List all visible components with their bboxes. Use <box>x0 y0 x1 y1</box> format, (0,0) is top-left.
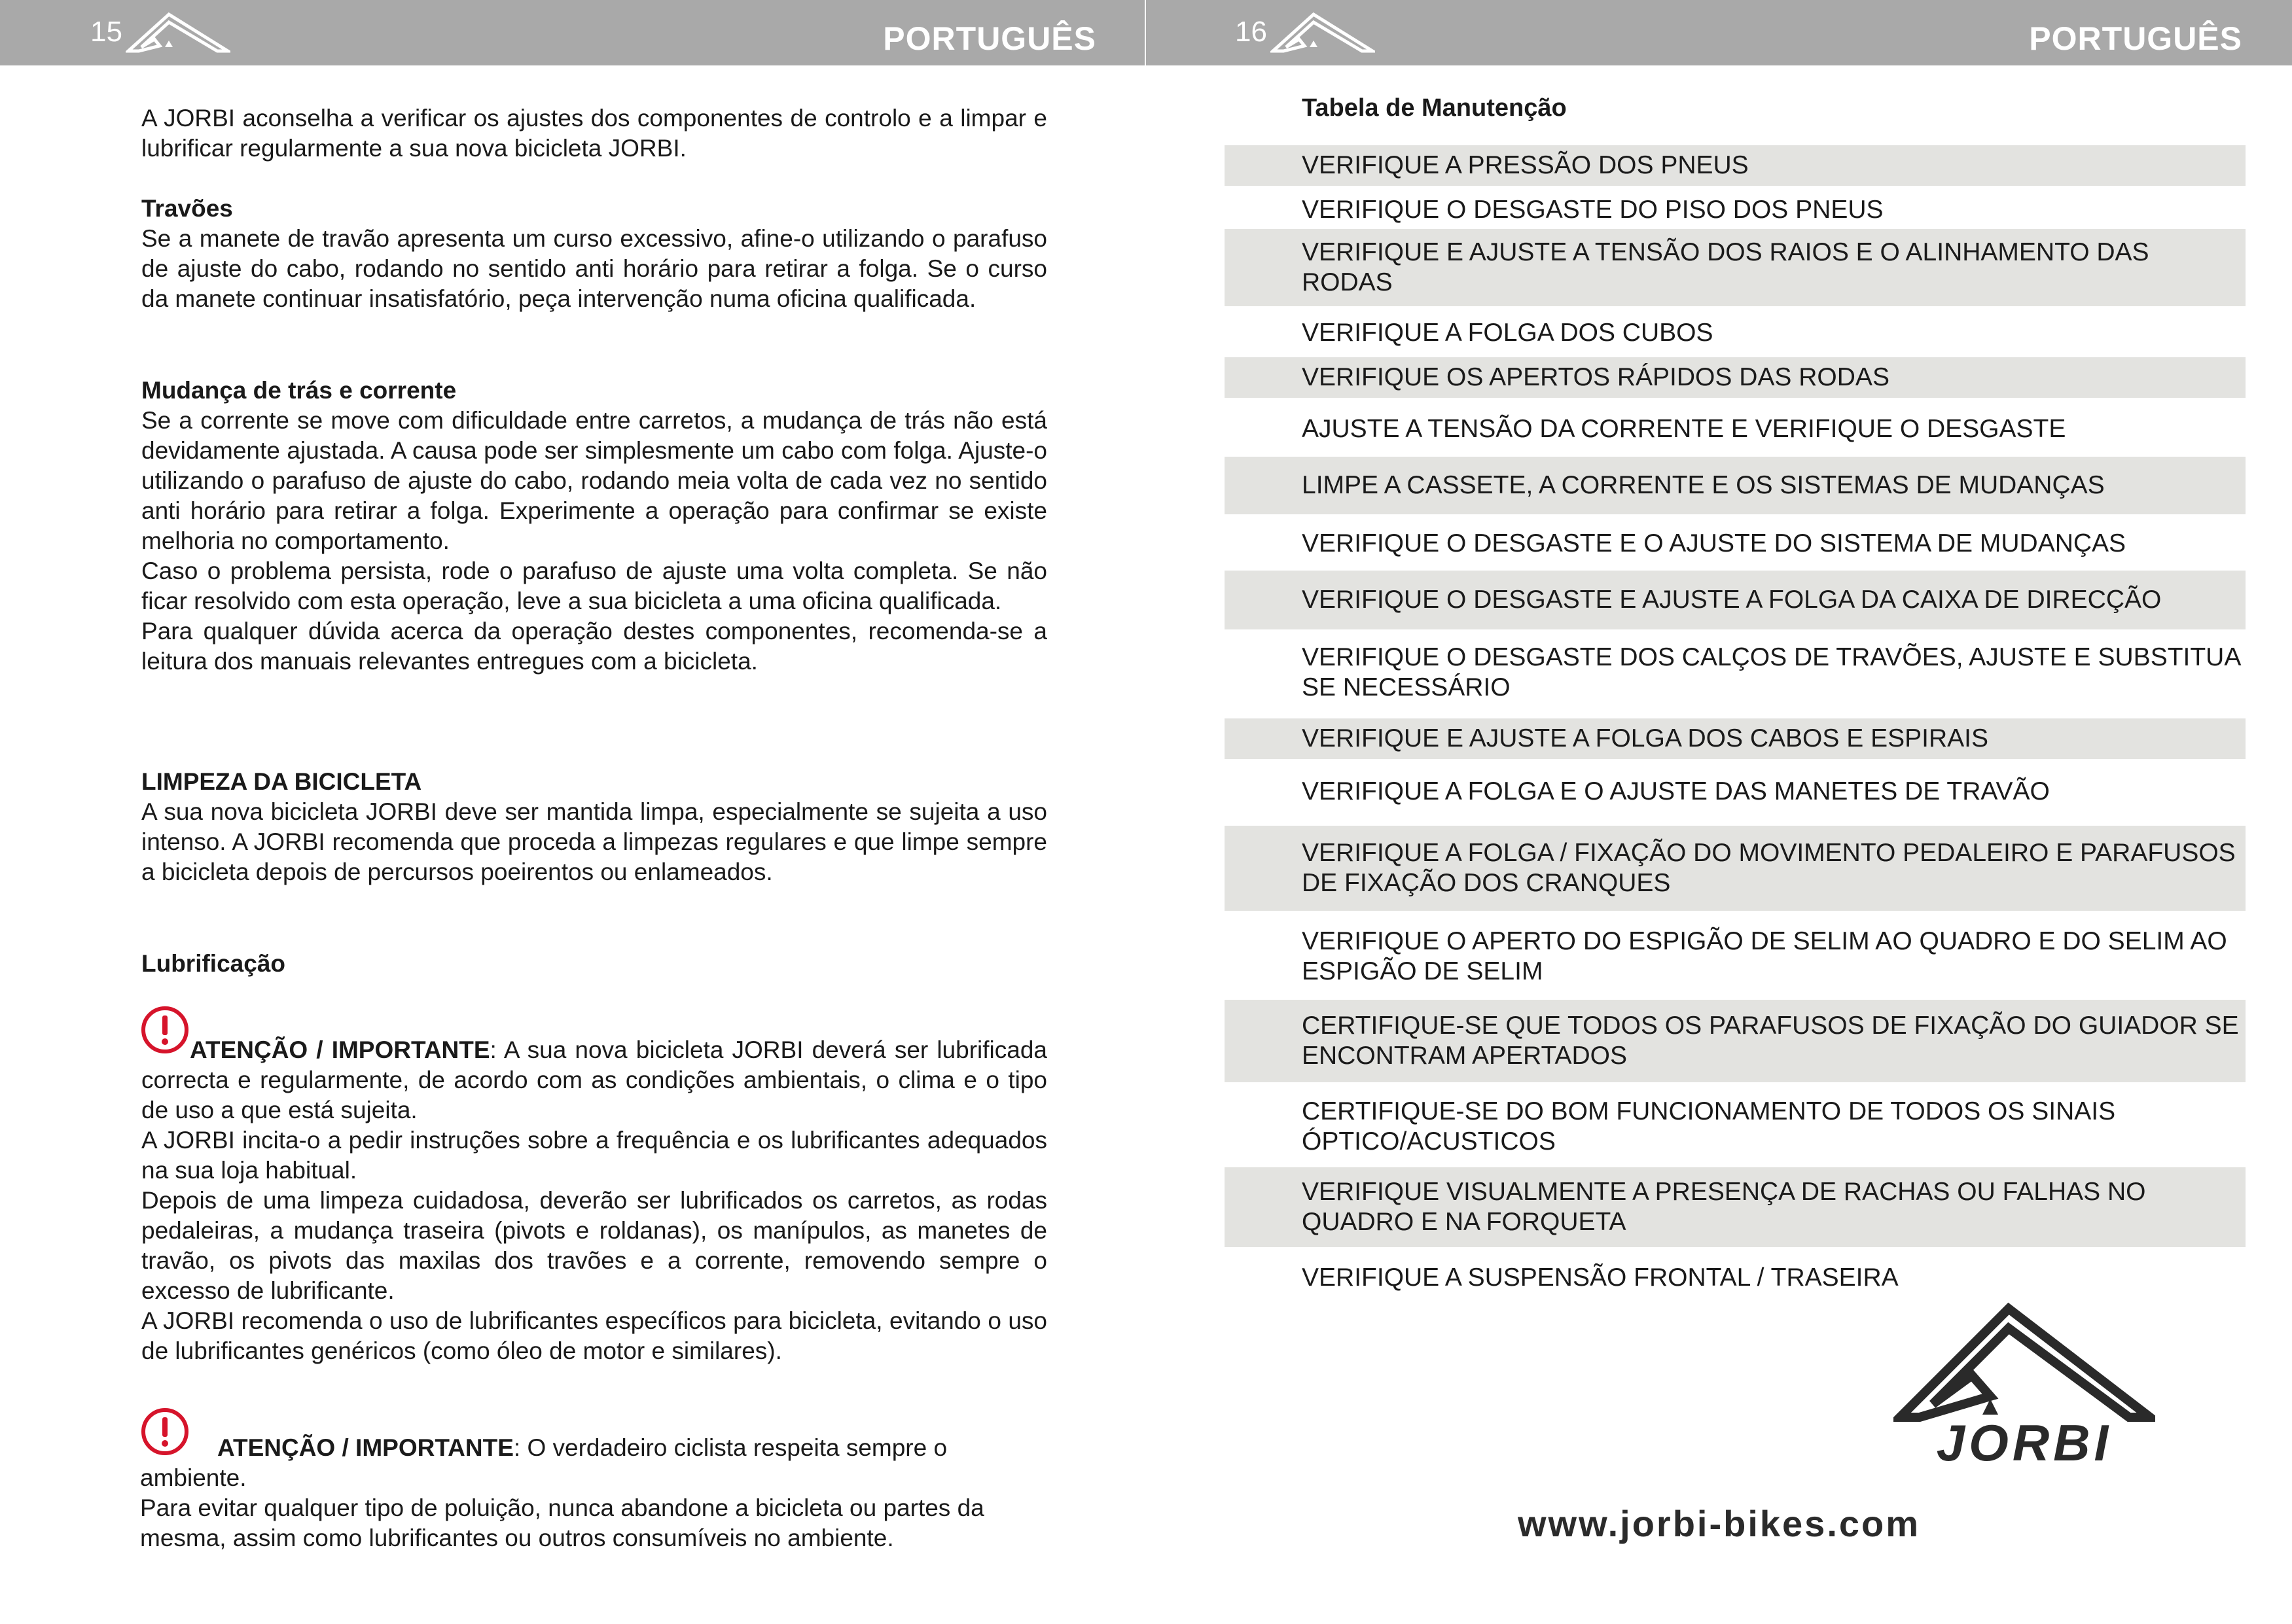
warning2-paragraph <box>140 1433 1017 1493</box>
maintenance-table-title: Tabela de Manutenção <box>1302 94 1567 122</box>
table-row: VERIFIQUE A FOLGA E O AJUSTE DAS MANETES DE TRAVÃO <box>1302 777 2050 805</box>
brand-name: JORBI <box>1936 1414 2113 1472</box>
table-row: VERIFIQUE E AJUSTE A FOLGA DOS CABOS E ESPIRAIS <box>1225 718 2246 759</box>
lubrication-heading: Lubrificação <box>141 950 285 977</box>
intro-text: A JORBI aconselha a verificar os ajustes dos componentes de controlo e a limpar e lubrificar regularmente a sua nova bicicleta JORBI. <box>141 105 1047 162</box>
website-link[interactable]: www.jorbi-bikes.com <box>1517 1503 1921 1544</box>
page-header <box>0 0 1146 65</box>
table-row: VERIFIQUE E AJUSTE A TENSÃO DOS RAIOS E O ALINHAMENTO DAS RODAS <box>1225 229 2246 306</box>
cleaning-heading: LIMPEZA DA BICICLETA <box>141 768 422 795</box>
lub-text-4: A JORBI recomenda o uso de lubrificantes específicos para bicicleta, evitando o uso de lubrificantes genéricos (como óleo de motor e similares). <box>141 1307 1047 1364</box>
mountain-logo-icon <box>126 10 230 55</box>
environment-text: Para evitar qualquer tipo de poluição, nunca abandone a bicicleta ou partes da mesma, assim como lubrificantes ou outros consumíveis no ambiente. <box>140 1494 984 1551</box>
page-number: 16 <box>1235 16 1267 48</box>
warning2-text: : O verdadeiro ciclista respeita sempre o ambiente. <box>140 1434 948 1491</box>
page-number: 15 <box>90 16 122 48</box>
table-row: VERIFIQUE VISUALMENTE A PRESENÇA DE RACHAS OU FALHAS NO QUADRO E NA FORQUETA <box>1225 1167 2246 1247</box>
derailleur-section <box>141 376 1047 677</box>
lubrication-heading-block <box>141 949 1047 979</box>
warning1-text: : A sua nova bicicleta JORBI deverá ser lubrificada correcta e regularmente, de acordo com as condições ambientais, o clima e o tipo de uso a que está sujeita. <box>141 1036 1047 1123</box>
mountain-logo-icon <box>1270 10 1375 55</box>
brakes-section <box>141 194 1047 314</box>
table-row: CERTIFIQUE-SE QUE TODOS OS PARAFUSOS DE FIXAÇÃO DO GUIADOR SE ENCONTRAM APERTADOS <box>1225 1000 2246 1082</box>
table-row: LIMPE A CASSETE, A CORRENTE E OS SISTEMAS DE MUDANÇAS <box>1225 457 2246 514</box>
table-row: VERIFIQUE O DESGASTE DO PISO DOS PNEUS <box>1302 196 1884 224</box>
brakes-text: Se a manete de travão apresenta um curso excessivo, afine-o utilizando o parafuso de ajuste do cabo, rodando no sentido anti horário para retirar a folga. Se o curso da manete continuar insatisfatório, peça intervenção numa oficina qualificada. <box>141 225 1047 312</box>
derailleur-heading: Mudança de trás e corrente <box>141 377 457 404</box>
cleaning-text: A sua nova bicicleta JORBI deve ser mantida limpa, especialmente se sujeita a uso intenso. A JORBI recomenda que proceda a limpezas regulares e que limpe sempre a bicicleta depois de percursos poeirentos ou enlameados. <box>141 798 1047 885</box>
table-row: VERIFIQUE A FOLGA DOS CUBOS <box>1302 319 1713 347</box>
brakes-heading: Travões <box>141 195 233 222</box>
lub-text-3: Depois de uma limpeza cuidadosa, deverão ser lubrificados os carretos, as rodas pedaleiras, a mudança traseira (pivots e roldanas), os manípulos, as manetes de travão, os pivots das maxilas dos travões e a corrente, removendo sempre o excesso de lubrificante. <box>141 1187 1047 1304</box>
lub-text-2: A JORBI incita-o a pedir instruções sobre a frequência e os lubrificantes adequados na sua loja habitual. <box>141 1127 1047 1184</box>
cleaning-section <box>141 767 1047 887</box>
table-row: VERIFIQUE O APERTO DO ESPIGÃO DE SELIM AO QUADRO E DO SELIM AO ESPIGÃO DE SELIM <box>1302 927 2227 985</box>
page-header <box>1146 0 2292 65</box>
warning1-paragraph <box>141 1035 1047 1125</box>
warning2-label: ATENÇÃO / IMPORTANTE <box>217 1434 514 1461</box>
table-row: VERIFIQUE OS APERTOS RÁPIDOS DAS RODAS <box>1225 357 2246 398</box>
derailleur-text-3: Para qualquer dúvida acerca da operação destes componentes, recomenda-se a leitura dos manuais relevantes entregues com a bicicleta. <box>141 618 1047 675</box>
right-page <box>1146 0 2292 1624</box>
environment-warning <box>140 1433 1017 1553</box>
language-label: PORTUGUÊS <box>883 20 1096 57</box>
language-label: PORTUGUÊS <box>2029 20 2242 57</box>
table-row: VERIFIQUE A FOLGA / FIXAÇÃO DO MOVIMENTO PEDALEIRO E PARAFUSOS DE FIXAÇÃO DOS CRANQUES <box>1225 826 2246 911</box>
warning1-label: ATENÇÃO / IMPORTANTE <box>190 1036 490 1063</box>
derailleur-text-2: Caso o problema persista, rode o parafuso de ajuste uma volta completa. Se não ficar resolvido com esta operação, leve a sua bicicleta a uma oficina qualificada. <box>141 557 1047 614</box>
table-row: AJUSTE A TENSÃO DA CORRENTE E VERIFIQUE O DESGASTE <box>1302 415 2066 443</box>
table-row: VERIFIQUE A PRESSÃO DOS PNEUS <box>1225 145 2246 186</box>
table-row: VERIFIQUE O DESGASTE E AJUSTE A FOLGA DA CAIXA DE DIRECÇÃO <box>1225 571 2246 629</box>
derailleur-text-1: Se a corrente se move com dificuldade entre carretos, a mudança de trás não está devidamente ajustada. A causa pode ser simplesmente um cabo com folga. Ajuste-o utilizando o parafuso de ajuste do cabo, rodando meia volta de cada vez no sentido anti horário para retirar a folga. Experimente a operação para confirmar se existe melhoria no comportamento. <box>141 407 1047 554</box>
table-row: VERIFIQUE O DESGASTE DOS CALÇOS DE TRAVÕES, AJUSTE E SUBSTITUA SE NECESSÁRIO <box>1302 643 2240 701</box>
table-row: VERIFIQUE O DESGASTE E O AJUSTE DO SISTEMA DE MUDANÇAS <box>1302 529 2126 557</box>
lubrication-warning <box>141 1035 1047 1366</box>
intro-paragraph <box>141 103 1047 164</box>
table-row: VERIFIQUE A SUSPENSÃO FRONTAL / TRASEIRA <box>1302 1263 1899 1292</box>
table-row: CERTIFIQUE-SE DO BOM FUNCIONAMENTO DE TODOS OS SINAIS ÓPTICO/ACUSTICOS <box>1302 1097 2116 1156</box>
jorbi-brand-logo <box>1893 1302 2155 1472</box>
